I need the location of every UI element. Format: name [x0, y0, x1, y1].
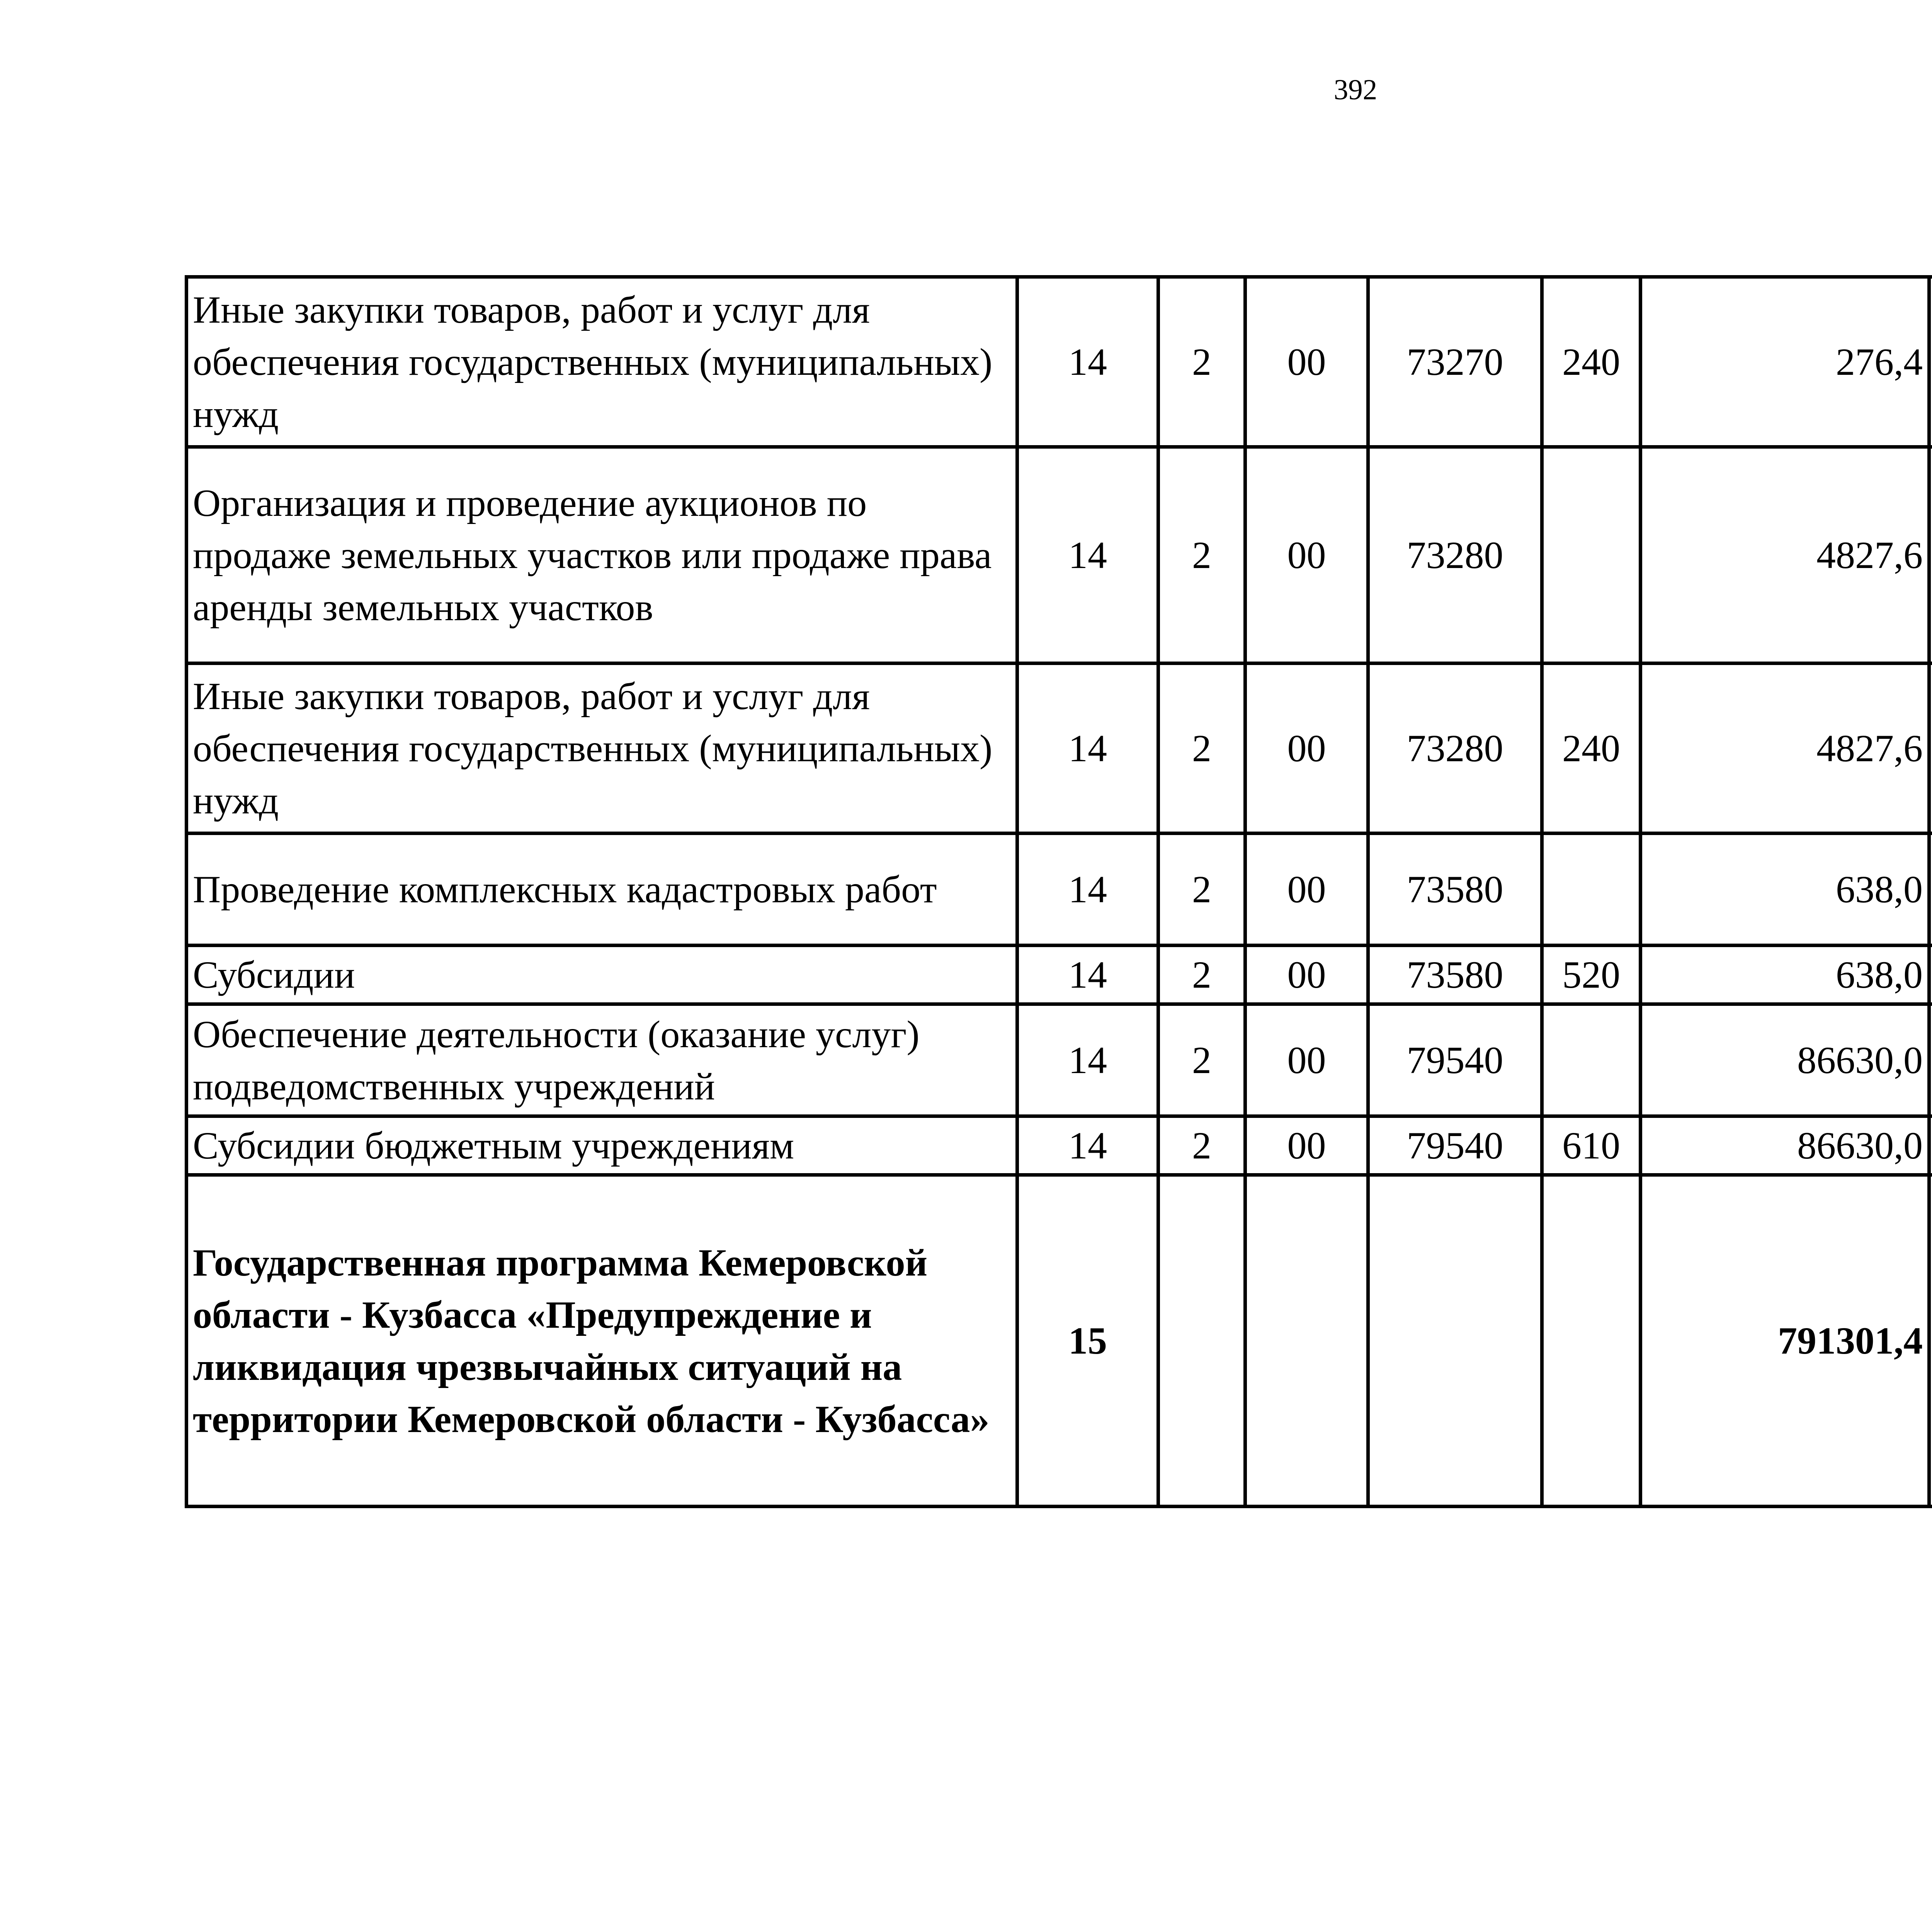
amount-2 [1929, 663, 1932, 833]
direction-code: 00 [1245, 946, 1368, 1004]
direction-code: 00 [1245, 1116, 1368, 1175]
amount-2 [1929, 447, 1932, 663]
program-code: 14 [1017, 1116, 1158, 1175]
expense-kind [1542, 833, 1641, 946]
expense-code [1368, 1175, 1542, 1507]
amount-1: 4827,6 [1641, 447, 1929, 663]
expense-code: 79540 [1368, 1116, 1542, 1175]
amount-2 [1929, 1116, 1932, 1175]
table-row [187, 1116, 1932, 1175]
table-row [187, 277, 1932, 447]
expense-code: 73580 [1368, 946, 1542, 1004]
program-code: 14 [1017, 277, 1158, 447]
table-row [187, 946, 1932, 1004]
amount-1: 86630,0 [1641, 1116, 1929, 1175]
program-code: 14 [1017, 447, 1158, 663]
amount-1: 791301,4 [1641, 1175, 1929, 1507]
budget-table [185, 275, 1932, 1508]
expense-code: 73580 [1368, 833, 1542, 946]
expense-code: 73280 [1368, 447, 1542, 663]
table-row [187, 663, 1932, 833]
amount-2 [1929, 833, 1932, 946]
row-name: Проведение комплексных кадастровых работ [187, 833, 1017, 946]
expense-kind: 240 [1542, 663, 1641, 833]
subprogram-code: 2 [1158, 663, 1245, 833]
row-name: Государственная программа Кемеровской области - Кузбасса «Предупреждение и ликвидация чрезвычайных ситуаций на территории Кемеровской области - Кузбасса» [187, 1175, 1017, 1507]
amount-2 [1929, 1175, 1932, 1507]
amount-1: 86630,0 [1641, 1004, 1929, 1116]
row-name: Иные закупки товаров, работ и услуг для обеспечения государственных (муниципальных) нужд [187, 277, 1017, 447]
expense-kind: 240 [1542, 277, 1641, 447]
subprogram-code: 2 [1158, 277, 1245, 447]
amount-1: 638,0 [1641, 946, 1929, 1004]
row-name: Иные закупки товаров, работ и услуг для обеспечения государственных (муниципальных) нужд [187, 663, 1017, 833]
row-name: Субсидии бюджетным учреждениям [187, 1116, 1017, 1175]
program-code: 14 [1017, 663, 1158, 833]
expense-kind: 520 [1542, 946, 1641, 1004]
table-row [187, 1004, 1932, 1116]
program-code: 14 [1017, 1004, 1158, 1116]
expense-kind [1542, 447, 1641, 663]
subprogram-code: 2 [1158, 447, 1245, 663]
expense-kind [1542, 1175, 1641, 1507]
amount-1: 4827,6 [1641, 663, 1929, 833]
table-row [187, 447, 1932, 663]
direction-code [1245, 1175, 1368, 1507]
table-row-program-total [187, 1175, 1932, 1507]
program-code: 15 [1017, 1175, 1158, 1507]
expense-kind [1542, 1004, 1641, 1116]
subprogram-code: 2 [1158, 1004, 1245, 1116]
page-number: 392 [1333, 74, 1378, 106]
subprogram-code: 2 [1158, 833, 1245, 946]
direction-code: 00 [1245, 447, 1368, 663]
direction-code: 00 [1245, 663, 1368, 833]
expense-code: 79540 [1368, 1004, 1542, 1116]
subprogram-code: 2 [1158, 1116, 1245, 1175]
amount-2 [1929, 1004, 1932, 1116]
expense-code: 73280 [1368, 663, 1542, 833]
expense-kind: 610 [1542, 1116, 1641, 1175]
direction-code: 00 [1245, 833, 1368, 946]
subprogram-code: 2 [1158, 946, 1245, 1004]
program-code: 14 [1017, 946, 1158, 1004]
subprogram-code [1158, 1175, 1245, 1507]
program-code: 14 [1017, 833, 1158, 946]
amount-2 [1929, 277, 1932, 447]
expense-code: 73270 [1368, 277, 1542, 447]
amount-1: 638,0 [1641, 833, 1929, 946]
table-row [187, 833, 1932, 946]
direction-code: 00 [1245, 1004, 1368, 1116]
row-name: Организация и проведение аукционов по продаже земельных участков или продаже права аренды земельных участков [187, 447, 1017, 663]
row-name: Обеспечение деятельности (оказание услуг) подведомственных учреждений [187, 1004, 1017, 1116]
amount-2 [1929, 946, 1932, 1004]
row-name: Субсидии [187, 946, 1017, 1004]
amount-1: 276,4 [1641, 277, 1929, 447]
direction-code: 00 [1245, 277, 1368, 447]
